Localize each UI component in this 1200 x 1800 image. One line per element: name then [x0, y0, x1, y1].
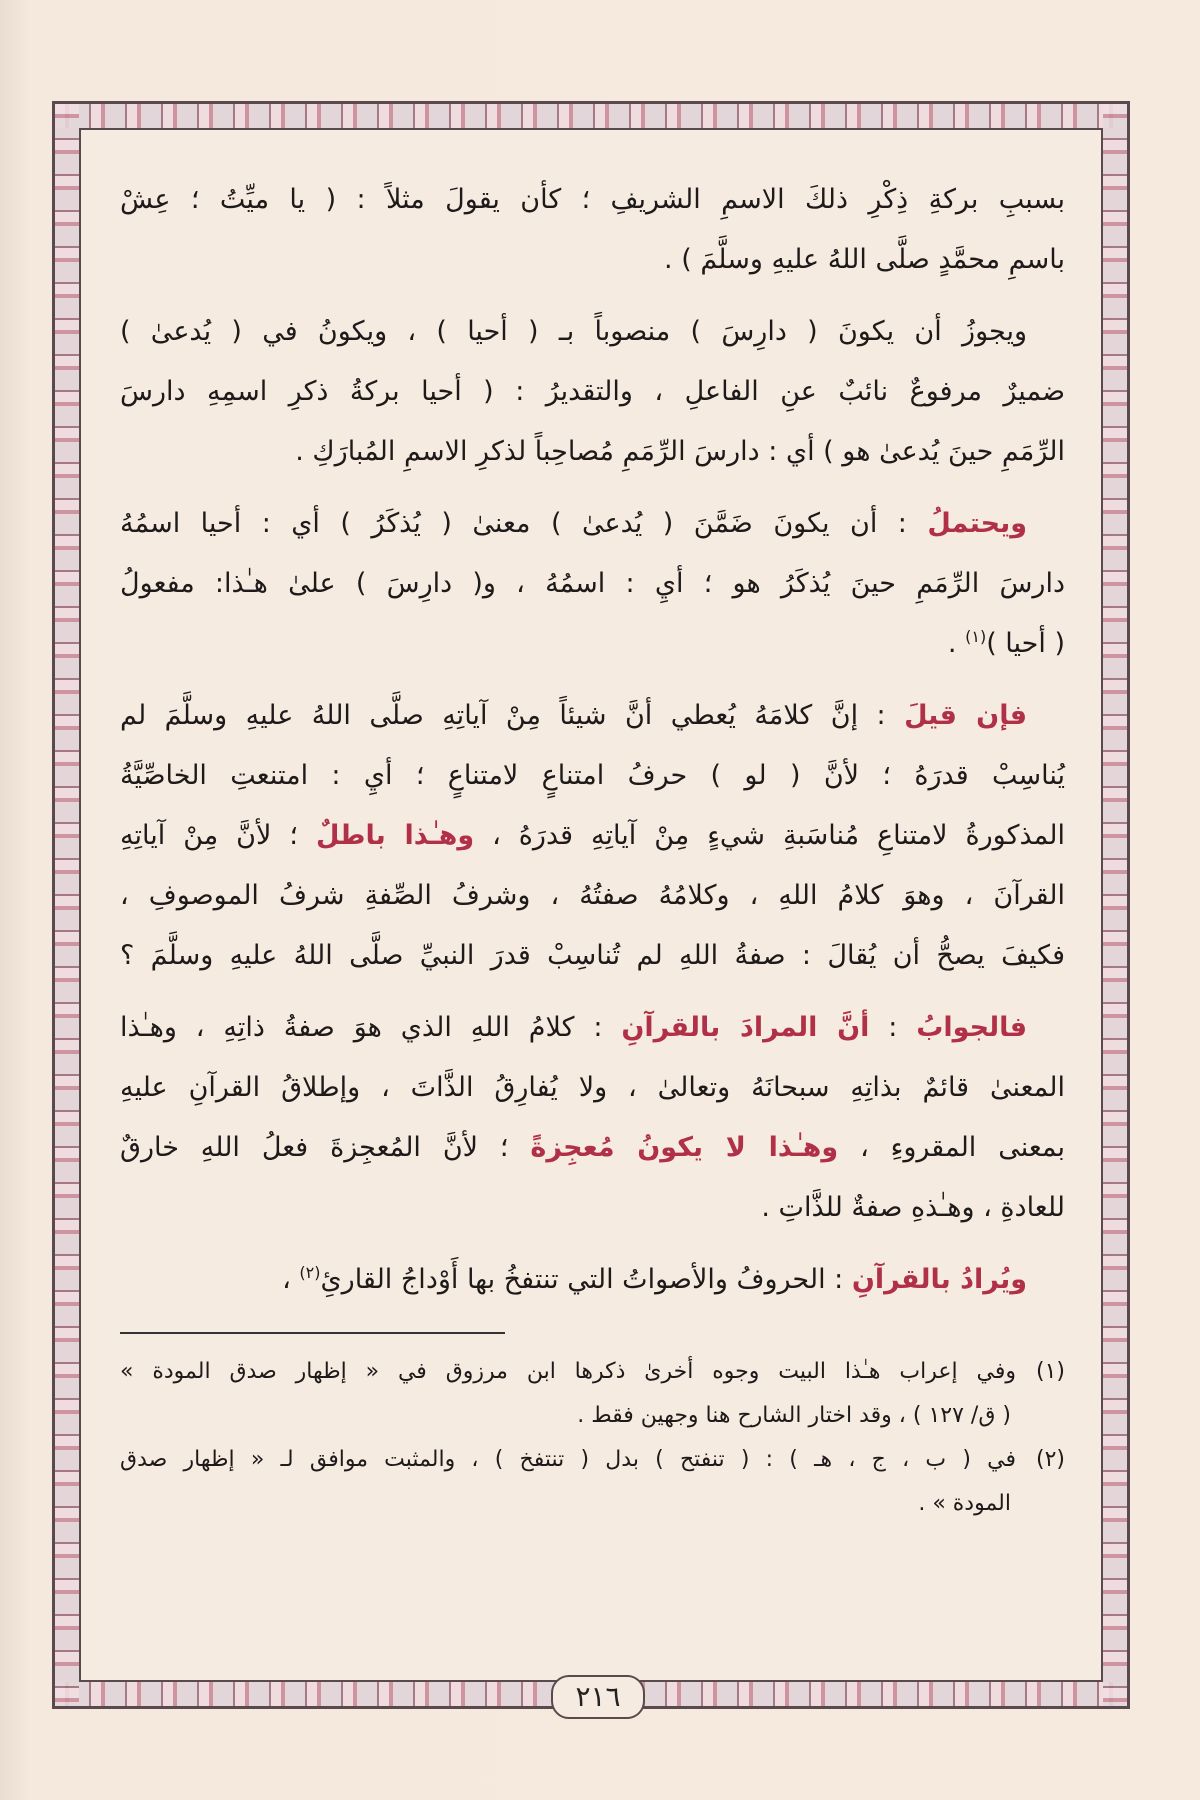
highlighted-term: ويُرادُ بالقرآنِ — [851, 1264, 1027, 1295]
text-run: ويجوزُ أن يكونَ ( دارِسَ ) منصوباً بـ ( أحيا ) ، ويكونُ في ( يُدعىٰ ) — [120, 316, 1027, 347]
text-run: بسببِ بركةِ ذِكْرِ ذلكَ الاسمِ الشريفِ ؛ كأن يقولَ مثلاً : ( يا ميِّتُ ؛ عِشْ — [120, 184, 1065, 215]
footnote-text: المودة » . — [918, 1491, 1011, 1516]
text-line — [120, 998, 1065, 1058]
text-run: بمعنى المقروءِ ، — [838, 1132, 1065, 1163]
text-run: المعنىٰ قائمٌ بذاتِهِ سبحانَهُ وتعالىٰ ، ولا يُفارِقُ الذَّاتَ ، وإطلاقُ القرآنِ عليهِ — [120, 1072, 1065, 1103]
text-run: للعادةِ ، وهـٰذهِ صفةٌ للذَّاتِ . — [761, 1192, 1065, 1223]
border-ornament-top — [55, 104, 1127, 128]
text-run: ، — [282, 1264, 300, 1295]
text-run: ؛ لأنَّ مِنْ آياتِهِ — [120, 820, 316, 851]
text-line — [120, 1178, 1065, 1238]
text-run: باسمِ محمَّدٍ صلَّى اللهُ عليهِ وسلَّمَ ) . — [664, 244, 1065, 275]
footnote-ref[interactable]: (١) — [965, 627, 987, 646]
text-line — [120, 230, 1065, 290]
text-line — [120, 302, 1065, 362]
border-ornament-right — [1103, 104, 1127, 1706]
text-line — [120, 926, 1065, 986]
text-run: ضميرٌ مرفوعٌ نائبٌ عنِ الفاعلِ ، والتقديرُ : ( أحيا بركةُ ذكرِ اسمِهِ دارسَ — [120, 376, 1065, 407]
text-run: يُناسِبْ قدرَهُ ؛ لأنَّ ( لو ) حرفُ امتناعٍ لامتناعٍ ؛ أيِ : امتنعتِ الخاصِّيَّةُ — [120, 760, 1065, 791]
text-run: ( أحيا ) — [986, 628, 1065, 659]
footnote-ref[interactable]: (٢) — [299, 1263, 321, 1282]
highlighted-term: فالجوابُ — [916, 1012, 1027, 1043]
highlighted-term: فإن قيلَ — [904, 700, 1028, 731]
footnote-number: (١) — [1035, 1359, 1065, 1384]
highlighted-term: أنَّ المرادَ بالقرآنِ — [621, 1012, 870, 1043]
text-line — [120, 170, 1065, 230]
text-line — [120, 866, 1065, 926]
footnote-separator — [120, 1332, 505, 1334]
footnote-text: في ( ب ، ج ، هـ ) : ( تنفتح ) بدل ( تنتفخ ) ، والمثبت موافق لـ « إظهار صدق — [120, 1447, 1016, 1472]
footnote — [120, 1394, 1065, 1438]
text-run: دارسَ الرِّمَمِ حينَ يُذكَرُ هو ؛ أيِ : اسمُهُ ، و( دارِسَ ) علىٰ هـٰذا: مفعولُ — [120, 568, 1065, 599]
footnote — [120, 1482, 1065, 1526]
footnote — [120, 1438, 1065, 1482]
text-run: : إنَّ كلامَهُ يُعطي أنَّ شيئاً مِنْ آياتِهِ صلَّى اللهُ عليهِ وسلَّمَ لم — [120, 700, 905, 731]
text-run: : أن يكونَ ضَمَّنَ ( يُدعىٰ ) معنىٰ ( يُذكَرُ ) أي : أحيا اسمُهُ — [120, 508, 928, 539]
text-run: ؛ لأنَّ المُعجِزةَ فعلُ اللهِ خارقٌ — [120, 1132, 531, 1163]
text-run: المذكورةُ لامتناعِ مُناسَبةِ شيءٍ مِنْ آياتِهِ قدرَهُ ، — [474, 820, 1065, 851]
text-line — [120, 686, 1065, 746]
highlighted-term: وهـٰذا لا يكونُ مُعجِزةً — [530, 1132, 839, 1163]
footnote-text: ( ق/ ١٢٧ ) ، وقد اختار الشارح هنا وجهين فقط . — [577, 1403, 1011, 1428]
text-line — [120, 362, 1065, 422]
highlighted-term: ويحتملُ — [927, 508, 1027, 539]
text-line — [120, 614, 1065, 674]
text-line — [120, 806, 1065, 866]
text-line — [120, 1118, 1065, 1178]
text-run: : الحروفُ والأصواتُ التي تنتفخُ بها أَوْداجُ القارئِ — [320, 1264, 852, 1295]
footnote-text: وفي إعراب هـٰذا البيت وجوه أخرىٰ ذكرها ابن مرزوق في « إظهار صدق المودة » — [120, 1359, 1016, 1384]
text-line — [120, 746, 1065, 806]
page-number: ٢١٦ — [551, 1675, 645, 1719]
text-run: : كلامُ اللهِ الذي هوَ صفةُ ذاتِهِ ، وهـٰذا — [120, 1012, 622, 1043]
text-line — [120, 1250, 1065, 1310]
body-text — [120, 170, 1065, 1526]
text-line — [120, 1058, 1065, 1118]
text-line — [120, 494, 1065, 554]
text-run: القرآنَ ، وهوَ كلامُ اللهِ ، وكلامُهُ صفتُهُ ، وشرفُ الصِّفةِ شرفُ الموصوفِ ، — [120, 880, 1065, 911]
text-run: فكيفَ يصحُّ أن يُقالَ : صفةُ اللهِ لم تُناسِبْ قدرَ النبيِّ صلَّى اللهُ عليهِ وسلَّمَ ؟ — [120, 940, 1065, 971]
text-line — [120, 422, 1065, 482]
border-ornament-left — [55, 104, 79, 1706]
highlighted-term: وهـٰذا باطلٌ — [315, 820, 475, 851]
text-run: . — [947, 628, 966, 659]
text-line — [120, 554, 1065, 614]
text-run: : — [869, 1012, 917, 1043]
text-run: الرِّمَمِ حينَ يُدعىٰ هو ) أي : دارسَ الرِّمَمِ مُصاحِباً لذكرِ الاسمِ المُبارَكِ . — [295, 436, 1065, 467]
footnote-number: (٢) — [1035, 1447, 1065, 1472]
footnote — [120, 1350, 1065, 1394]
